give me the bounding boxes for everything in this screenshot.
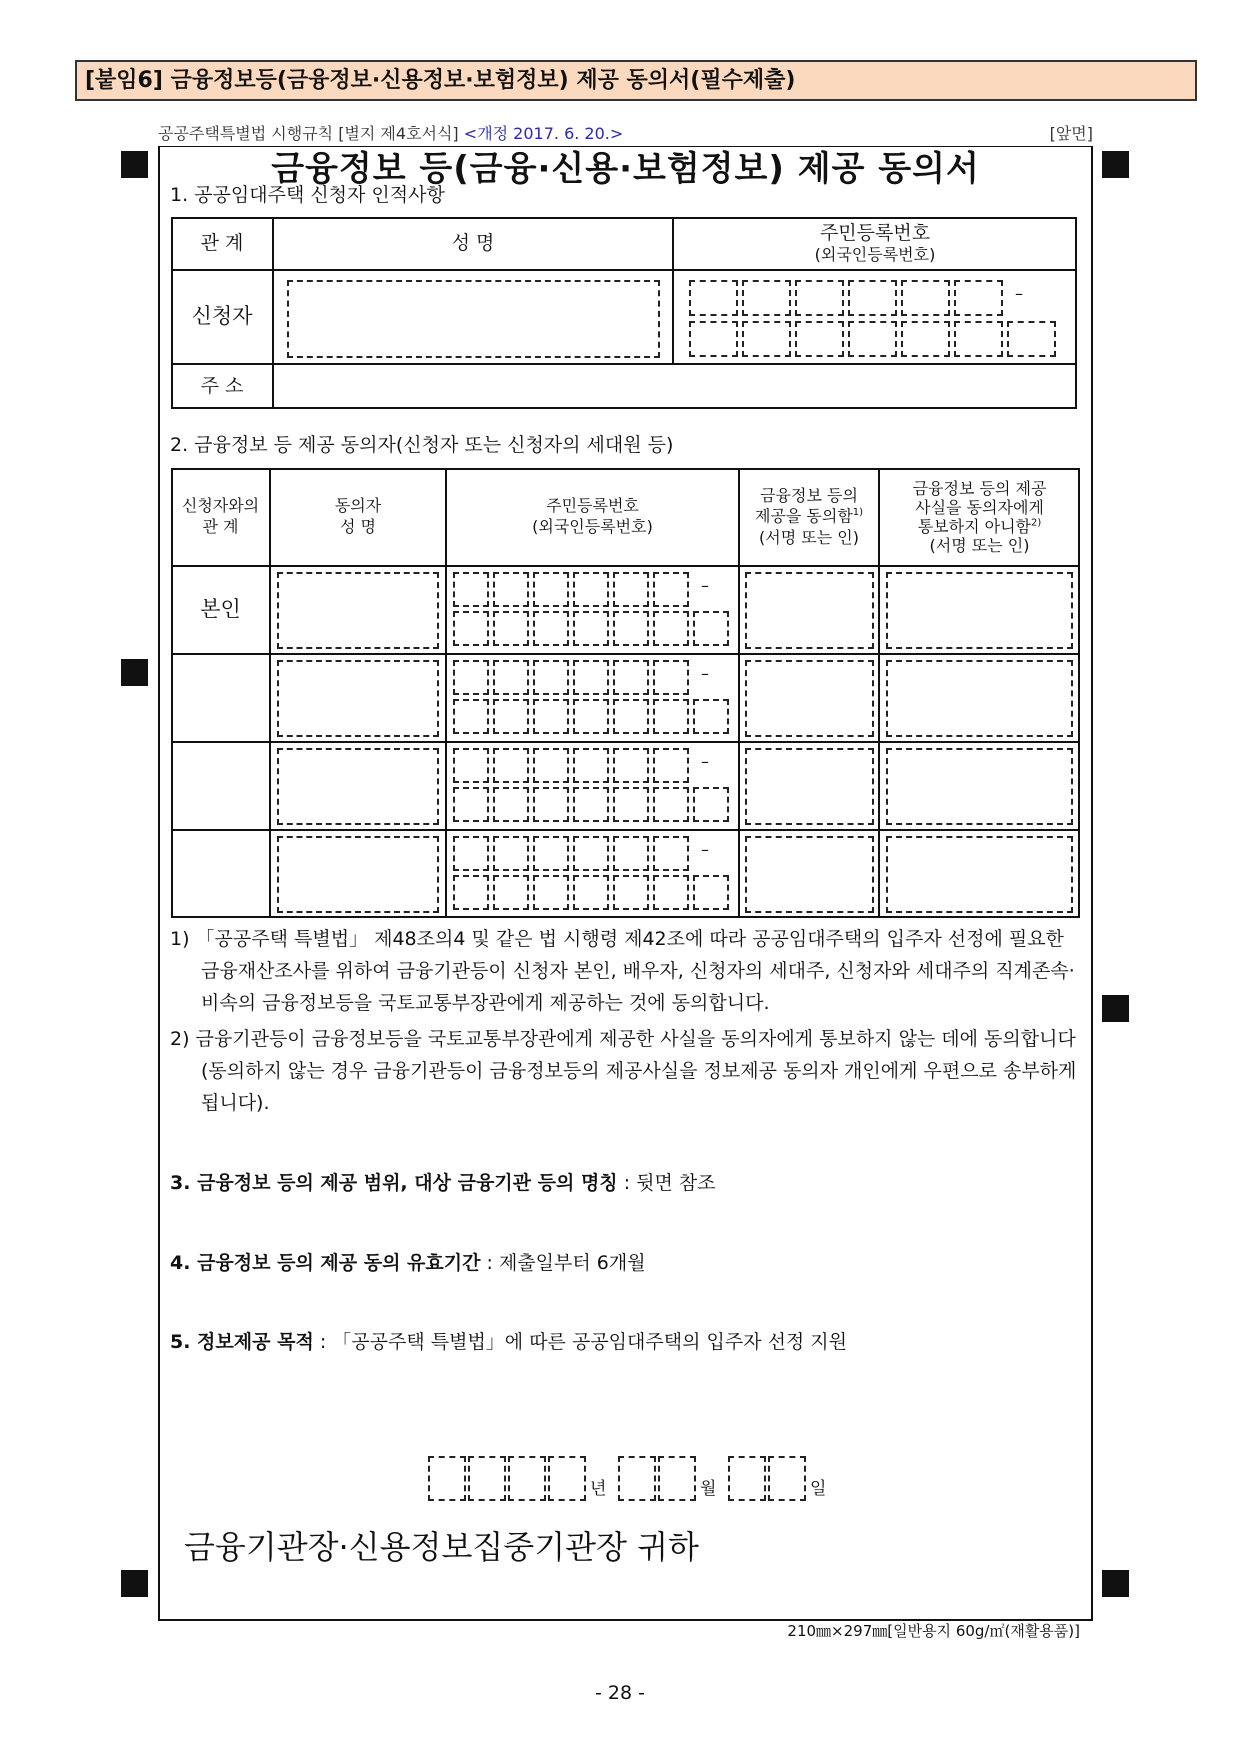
- id-digit-box[interactable]: [954, 321, 1003, 357]
- id-digit-box[interactable]: [573, 875, 609, 910]
- id-digit-box[interactable]: [613, 875, 649, 910]
- id-digit-box[interactable]: [533, 875, 569, 910]
- row-relation: [171, 830, 270, 918]
- col2-id: [446, 468, 739, 566]
- form-title: 금융정보 등(금융·신용·보험정보) 제공 동의서: [271, 149, 980, 189]
- id-digit-box[interactable]: [653, 611, 689, 646]
- page-number: - 28 -: [595, 1682, 645, 1704]
- id-digit-box[interactable]: [573, 699, 609, 734]
- col-id-label: 주민등록번호: [819, 221, 931, 244]
- id-digit-box[interactable]: [453, 699, 489, 734]
- id-digit-box[interactable]: [573, 572, 609, 607]
- id-digit-box[interactable]: [653, 875, 689, 910]
- label: 주민등록번호: [546, 496, 639, 516]
- paper-spec: 210㎜×297㎜[일반용지 60g/㎡(재활용품)]: [787, 1622, 1080, 1640]
- year-digit-box[interactable]: [548, 1456, 586, 1501]
- id-separator: –: [701, 751, 709, 771]
- label: 금융정보 등의: [760, 485, 858, 505]
- label: 관 계: [202, 517, 239, 536]
- notify-signature-box[interactable]: [886, 836, 1073, 913]
- registration-mark: [1102, 151, 1129, 178]
- registration-mark: [121, 659, 148, 686]
- id-digit-box[interactable]: [693, 611, 729, 646]
- consent-signature-box[interactable]: [745, 660, 874, 737]
- id-digit-box[interactable]: [954, 280, 1003, 316]
- consent-signature-box[interactable]: [745, 748, 874, 825]
- col-relation: 관 계: [171, 217, 273, 270]
- id-digit-box[interactable]: [533, 836, 569, 871]
- row-address: 주 소: [171, 364, 273, 409]
- id-digit-box[interactable]: [453, 572, 489, 607]
- id-digit-box[interactable]: [453, 875, 489, 910]
- id-digit-box[interactable]: [453, 660, 489, 695]
- label: 제공을 동의함: [754, 506, 853, 526]
- section3-label: 3. 금융정보 등의 제공 범위, 대상 금융기관 등의 명칭: [170, 1172, 618, 1194]
- footnote-text: 1) 「공공주택 특별법」 제48조의4 및 같은 법 시행령 제42조에 따라 공공임대주택의 입주자 선정에 필요한 금융재산조사를 위하여 금융기관등이 신청자 본인, 배우자, 신청자의 세대주, 신청자와 세대주의 직계존속·비속의 금융정보등을 국토교통부장관에게 제공하는 것에 동의합니다.: [170, 928, 1075, 1014]
- id-digit-box[interactable]: [533, 699, 569, 734]
- id-separator: –: [1015, 284, 1023, 303]
- id-digit-box[interactable]: [693, 787, 729, 822]
- id-digit-box[interactable]: [533, 572, 569, 607]
- section5-value: : 「공공주택 특별법」에 따른 공공임대주택의 입주자 선정 지원: [319, 1331, 848, 1353]
- day-digit-box[interactable]: [768, 1456, 806, 1501]
- page-side: [앞면]: [1049, 124, 1093, 143]
- id-digit-box[interactable]: [533, 660, 569, 695]
- label: [755, 506, 863, 527]
- section3: [170, 1168, 716, 1195]
- consent-signature-box[interactable]: [745, 836, 874, 913]
- id-digit-box[interactable]: [453, 748, 489, 783]
- id-digit-box[interactable]: [795, 280, 844, 316]
- id-digit-box[interactable]: [453, 787, 489, 822]
- id-digit-box[interactable]: [742, 321, 791, 357]
- col-id-sublabel: (외국인등록번호): [814, 245, 936, 265]
- notify-signature-box[interactable]: [886, 572, 1073, 649]
- col-id: [673, 217, 1077, 270]
- section5-label: 5. 정보제공 목적: [170, 1331, 314, 1353]
- id-separator: –: [701, 663, 709, 683]
- month-digit-box[interactable]: [618, 1456, 656, 1501]
- label: (외국인등록번호): [532, 517, 653, 536]
- notify-signature-box[interactable]: [886, 660, 1073, 737]
- consenter-name-input[interactable]: [277, 748, 439, 825]
- year-digit-box[interactable]: [428, 1456, 466, 1501]
- registration-mark: [121, 151, 148, 178]
- revision-date: <개정 2017. 6. 20.>: [463, 124, 624, 143]
- row-relation: 본인: [171, 566, 270, 654]
- footnote-1: [170, 923, 1085, 1019]
- label: (서명 또는 인): [929, 536, 1030, 556]
- id-digit-box[interactable]: [453, 836, 489, 871]
- id-separator: –: [701, 839, 709, 859]
- id-digit-box[interactable]: [795, 321, 844, 357]
- footnote-ref: 2): [1031, 517, 1042, 529]
- section4: [170, 1248, 646, 1275]
- address-input[interactable]: [273, 364, 1077, 409]
- id-digit-box[interactable]: [573, 836, 609, 871]
- footnote-2: [170, 1023, 1085, 1119]
- id-digit-box[interactable]: [653, 572, 689, 607]
- registration-mark: [1102, 995, 1129, 1022]
- id-digit-box[interactable]: [653, 836, 689, 871]
- id-digit-box[interactable]: [848, 280, 897, 316]
- id-digit-box[interactable]: [573, 660, 609, 695]
- id-digit-box[interactable]: [613, 699, 649, 734]
- footnote-ref: 1): [852, 507, 864, 519]
- consenter-name-input[interactable]: [277, 836, 439, 913]
- id-digit-box[interactable]: [493, 572, 529, 607]
- registration-mark: [1102, 1570, 1129, 1597]
- row-relation: [171, 654, 270, 742]
- id-digit-box[interactable]: [653, 699, 689, 734]
- col2-relation: [171, 468, 270, 566]
- day-label: 일: [810, 1479, 827, 1499]
- id-digit-box[interactable]: [693, 699, 729, 734]
- id-digit-box[interactable]: [493, 836, 529, 871]
- id-digit-box[interactable]: [493, 875, 529, 910]
- month-label: 월: [700, 1479, 717, 1499]
- id-digit-box[interactable]: [533, 748, 569, 783]
- section3-value: : 뒷면 참조: [623, 1172, 716, 1194]
- id-digit-box[interactable]: [493, 611, 529, 646]
- id-digit-box[interactable]: [1007, 321, 1056, 357]
- label: 동의자: [334, 496, 382, 516]
- addressee: 금융기관장·신용정보집중기관장 귀하: [184, 1528, 699, 1566]
- header-banner: [붙임6] 금융정보등(금융정보·신용정보·보험정보) 제공 동의서(필수제출): [75, 60, 1197, 101]
- id-digit-box[interactable]: [533, 787, 569, 822]
- col2-notify: [879, 468, 1080, 566]
- id-digit-box[interactable]: [573, 748, 609, 783]
- id-separator: –: [701, 575, 709, 595]
- id-digit-box[interactable]: [742, 280, 791, 316]
- section2-heading: 2. 금융정보 등 제공 동의자(신청자 또는 신청자의 세대원 등): [170, 434, 674, 456]
- id-digit-box[interactable]: [613, 572, 649, 607]
- label: 사실을 동의자에게: [915, 497, 1044, 517]
- col-name: 성 명: [273, 217, 673, 270]
- registration-mark: [121, 1570, 148, 1597]
- id-digit-box[interactable]: [493, 787, 529, 822]
- id-digit-box[interactable]: [653, 660, 689, 695]
- id-digit-box[interactable]: [493, 748, 529, 783]
- id-digit-box[interactable]: [693, 875, 729, 910]
- year-digit-box[interactable]: [508, 1456, 546, 1501]
- id-digit-box[interactable]: [453, 611, 489, 646]
- id-digit-box[interactable]: [689, 321, 738, 357]
- id-digit-box[interactable]: [653, 748, 689, 783]
- section1-heading: 1. 공공임대주택 신청자 인적사항: [170, 184, 445, 206]
- section4-label: 4. 금융정보 등의 제공 동의 유효기간: [170, 1252, 481, 1274]
- id-digit-box[interactable]: [613, 787, 649, 822]
- id-digit-box[interactable]: [901, 280, 950, 316]
- section4-value: : 제출일부터 6개월: [486, 1252, 646, 1274]
- id-digit-box[interactable]: [689, 280, 738, 316]
- label: (서명 또는 인): [759, 527, 859, 547]
- id-digit-box[interactable]: [573, 611, 609, 646]
- id-digit-box[interactable]: [533, 611, 569, 646]
- label: 통보하지 아니함: [917, 517, 1031, 536]
- col2-consent: [739, 468, 879, 566]
- id-digit-box[interactable]: [901, 321, 950, 357]
- consent-signature-box[interactable]: [745, 572, 874, 649]
- id-digit-box[interactable]: [493, 660, 529, 695]
- year-digit-box[interactable]: [468, 1456, 506, 1501]
- year-label: 년: [590, 1479, 607, 1499]
- label: 신청자와의: [181, 496, 260, 516]
- id-digit-box[interactable]: [613, 836, 649, 871]
- notify-signature-box[interactable]: [886, 748, 1073, 825]
- law-reference: 공공주택특별법 시행규칙 [별지 제4호서식]: [158, 124, 459, 143]
- label: 성 명: [340, 517, 376, 536]
- label: 금융정보 등의 제공: [912, 478, 1047, 498]
- consenter-name-input[interactable]: [277, 572, 439, 649]
- row-relation: [171, 742, 270, 830]
- col2-name: [270, 468, 446, 566]
- footnote-text: 2) 금융기관등이 금융정보등을 국토교통부장관에게 제공한 사실을 동의자에게 통보하지 않는 데에 동의합니다(동의하지 않는 경우 금융기관등이 금융정보등의 제공사실을 정보제공 동의자 개인에게 우편으로 송부하게 됩니다).: [170, 1028, 1077, 1114]
- id-digit-box[interactable]: [493, 699, 529, 734]
- month-digit-box[interactable]: [658, 1456, 696, 1501]
- id-digit-box[interactable]: [613, 660, 649, 695]
- id-digit-box[interactable]: [573, 787, 609, 822]
- id-digit-box[interactable]: [613, 748, 649, 783]
- label: [918, 517, 1042, 536]
- applicant-name-input[interactable]: [287, 280, 660, 358]
- id-digit-box[interactable]: [848, 321, 897, 357]
- section5: [170, 1327, 847, 1354]
- id-digit-box[interactable]: [653, 787, 689, 822]
- day-digit-box[interactable]: [728, 1456, 766, 1501]
- row-applicant: 신청자: [171, 270, 273, 364]
- id-digit-box[interactable]: [613, 611, 649, 646]
- consenter-name-input[interactable]: [277, 660, 439, 737]
